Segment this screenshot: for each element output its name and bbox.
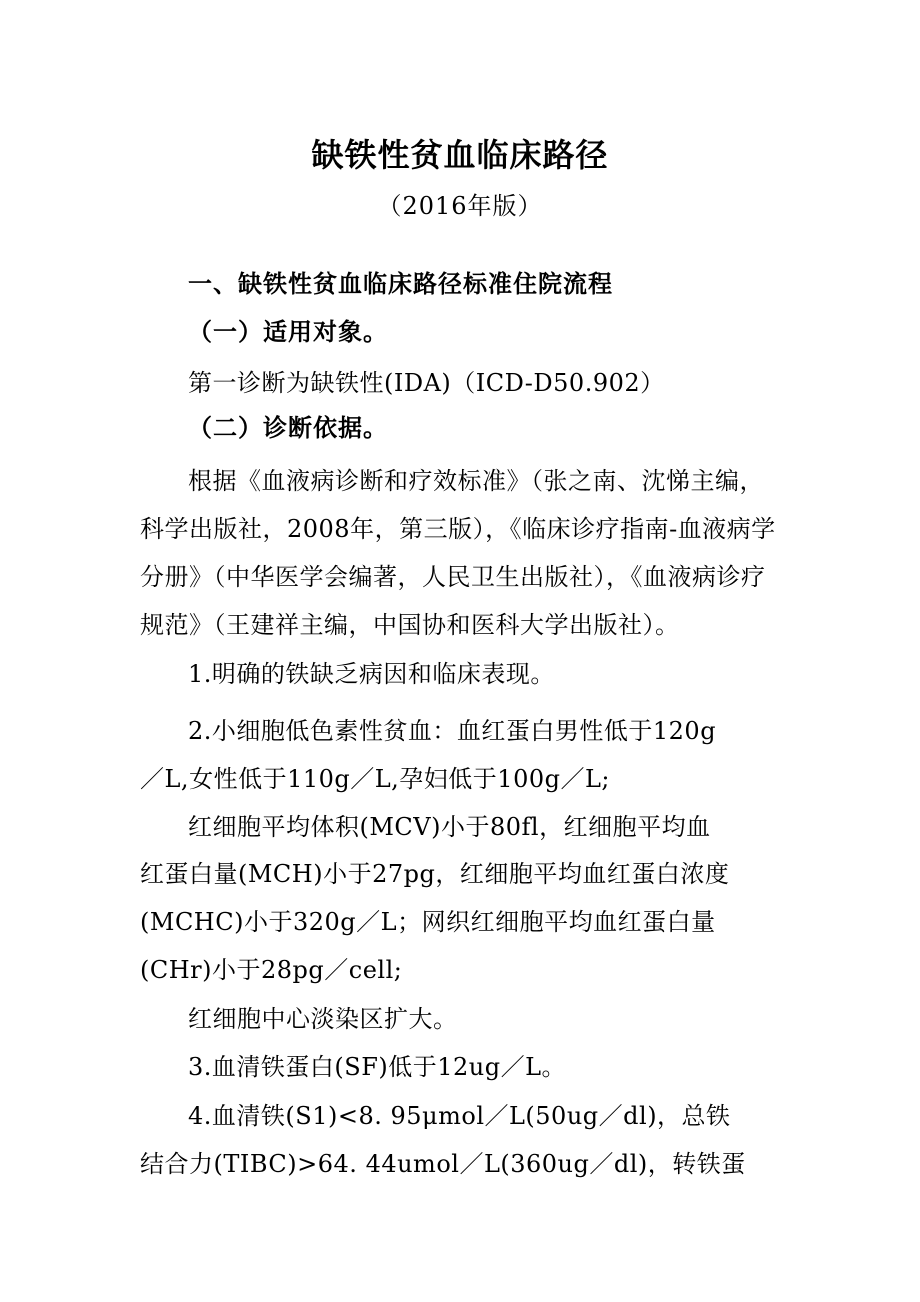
basis-paragraph-line: 分册》（中华医学会编著，人民卫生出版社），《血液病诊疗 (140, 563, 766, 591)
criterion-4-line: 4.血清铁(S1)<8. 95μmol／L(50ug／dl)，总铁 (188, 1102, 731, 1130)
scope-paragraph: 第一诊断为缺铁性(IDA)（ICD-D50.902） (188, 369, 665, 397)
criterion-2-line: 2.小细胞低色素性贫血：血红蛋白男性低于120g (188, 717, 717, 745)
criterion-4-line: 结合力(TIBC)>64. 44umol／L(360ug／dl)，转铁蛋 (140, 1150, 746, 1178)
criterion-2-pallor: 红细胞中心淡染区扩大。 (188, 1005, 458, 1033)
document-edition: （2016年版） (377, 192, 543, 220)
basis-paragraph-line: 科学出版社，2008年，第三版），《临床诊疗指南-血液病学 (140, 515, 776, 543)
subsection-heading-scope: （一）适用对象。 (188, 318, 388, 346)
criterion-2-line: ／L,女性低于110g／L,孕妇低于100g／L; (140, 765, 610, 793)
document-title: 缺铁性贫血临床路径 (311, 136, 609, 174)
criterion-2-rbc-line: (CHr)小于28pg／cell; (140, 956, 403, 984)
criterion-1: 1.明确的铁缺乏病因和临床表现。 (188, 660, 555, 688)
basis-paragraph-line: 根据《血液病诊断和疗效标准》（张之南、沈悌主编， (188, 467, 764, 495)
criterion-2-rbc-line: 红蛋白量(MCH)小于27pg，红细胞平均血红蛋白浓度 (140, 860, 730, 888)
basis-paragraph-line: 规范》（王建祥主编，中国协和医科大学出版社）。 (140, 611, 680, 639)
section-heading: 一、缺铁性贫血临床路径标准住院流程 (188, 270, 613, 298)
criterion-3: 3.血清铁蛋白(SF)低于12ug／L。 (188, 1053, 567, 1081)
criterion-2-rbc-line: 红细胞平均体积(MCV)小于80fl，红细胞平均血 (188, 813, 711, 841)
subsection-heading-diagnosis: （二）诊断依据。 (188, 414, 388, 442)
criterion-2-rbc-line: (MCHC)小于320g／L；网织红细胞平均血红蛋白量 (140, 908, 716, 936)
